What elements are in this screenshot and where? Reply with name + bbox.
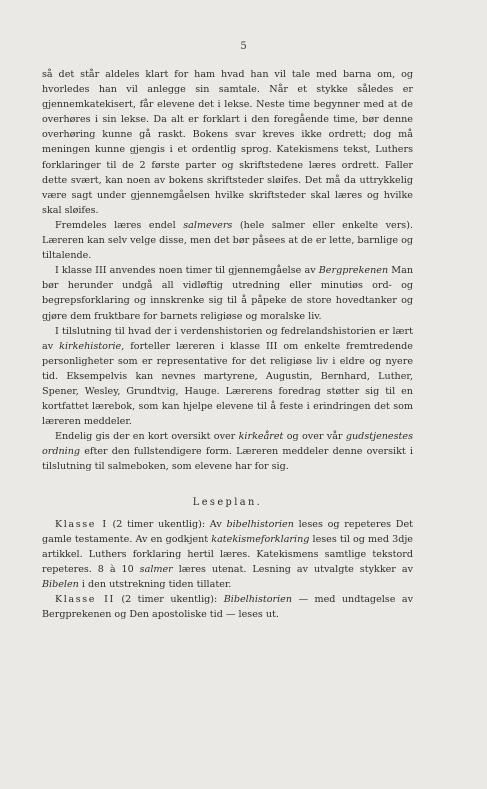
body-text: efter den fullstendigere form. Læreren meddeler denne oversikt i tilslutning til salmeboken, som elevene har for sig. (42, 446, 413, 473)
emphasis-text: salmer (139, 563, 173, 575)
emphasis-text: kirkeåret (238, 431, 284, 443)
page-body (42, 67, 413, 622)
plan-klasse-1 (42, 517, 413, 592)
body-text: (hele salmer eller enkelte vers). Læreren kan selv velge disse, men det bør påsees at de er lette, barnlige og tiltalende. (42, 219, 414, 262)
body-text: i den utstrekning tiden tillater. (78, 579, 232, 590)
paragraph-kirkehistorie (42, 324, 413, 430)
body-text: I tilslutning til hvad der i verdenshistorien og fedrelandshistorien er lært av (42, 325, 413, 352)
emphasis-text: bibelhistorien (226, 518, 294, 530)
emphasis-text: gudstjenestes ordning (42, 431, 413, 458)
emphasis-text: salmevers (183, 219, 233, 231)
body-text: leses og repeteres Det gamle testamente. Av en godkjent (42, 518, 413, 545)
class-label: Klasse I (55, 518, 108, 530)
body-text: læres utenat. Lesning av utvalgte stykker av (172, 563, 413, 575)
paragraph-bergprekenen (42, 263, 413, 323)
emphasis-text: Bergprekenen (318, 265, 389, 277)
paragraph-salmevers (42, 218, 413, 263)
body-text: Endelig gis der en kort oversikt over (55, 431, 239, 443)
emphasis-text: Bibelen (42, 579, 79, 590)
paragraph-kirkeaaret (42, 429, 413, 474)
emphasis-text: kirkehistorie (59, 340, 122, 352)
body-text: Fremdeles læres endel (55, 219, 184, 231)
emphasis-text: katekismeforklaring (211, 533, 310, 545)
body-text: I klasse III anvendes noen timer til gjennemgåelse av (55, 265, 319, 277)
page-number: 5 (240, 41, 247, 52)
body-text: leses til og med 3dje artikkel. Luthers forklaring hertil læres. Katekismens samtlige tekstord repeteres. 8 à 10 (42, 533, 413, 575)
body-text: og over vår (283, 431, 346, 443)
body-text: Man bør herunder undgå all vidløftig utredning eller minutiøs ord- og begrepsforklaring og innskrenke sig til å påpeke de store hovedtanker og gjøre dem fruktbare for barnets religiøse og moralske liv. (42, 265, 413, 322)
section-heading-leseplan: Leseplan. (192, 496, 263, 508)
body-text: så det står aldeles klart for ham hvad han vil tale med barna om, og hvorledes han vil anlegge sin samtale. Når et stykke således er gjennemkatekisert, får elevene det i lekse. Neste time begynner med at de overhøres i sin lekse. Da alt er forklart i den foregående time, bør denne overhøring kunne gå raskt. Bokens svar kreves ikke ordrett; dog må meningen kunne gjengis i et ordentlig sprog. Katekismens tekst, Luthers forklaringer til de 2 første parter og skriftstedene læres ordrett. Faller dette svært, kan noen av bokens skriftsteder sløifes. Det må da uttrykkelig være sagt under gjennemgåelsen hvilke skriftsteder skal læres og hvilke skal sløifes. (42, 69, 413, 216)
paragraph-katekisering (42, 67, 413, 218)
class-label: Klasse II (55, 594, 115, 606)
body-text: , forteller læreren i klasse III om enkelte fremtredende personligheter som er representative for det religiøse liv i eldre og nyere tid. Eksempelvis kan nevnes martyrene, Augustin, Bernhard, Luther, Spener, Wesley, Grundtvig, Hauge. Lærerens foredrag støtter sig til en kortfattet lærebok, som kan hjelpe elevene til å feste i erindringen det som læreren meddeler. (42, 340, 413, 428)
body-text: (2 timer ukentlig): (114, 594, 224, 606)
body-text: — med undtagelse av Bergprekenen og Den apostoliske tid — leses ut. (42, 594, 413, 621)
body-text: (2 timer ukentlig): Av (107, 518, 227, 530)
emphasis-text: Bibelhistorien (223, 594, 293, 606)
plan-klasse-2 (42, 592, 413, 622)
